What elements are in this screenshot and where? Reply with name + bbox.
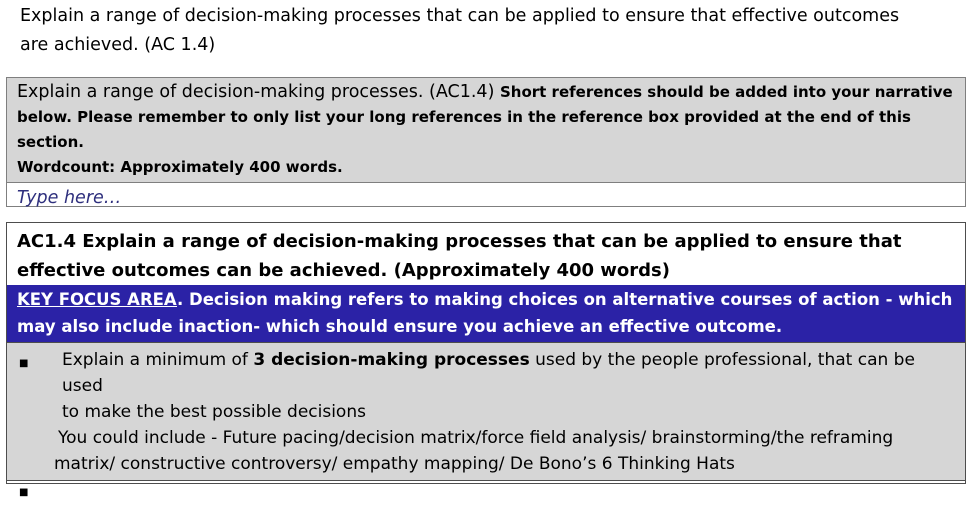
guidance-heading-line-2: effective outcomes can be achieved. (Approximately 400 words) [17, 260, 670, 281]
question-line-2: are achieved. (AC 1.4) [20, 35, 216, 55]
guidance-item-1-line-2: to make the best possible decisions [62, 402, 366, 422]
instructions-lead: Explain a range of decision-making processes. (AC1.4) [17, 82, 500, 102]
question-heading [20, 2, 950, 60]
item-1-text-post: used by the people professional, that can be used [62, 350, 915, 396]
answer-instructions [7, 78, 965, 183]
guidance-heading [7, 223, 965, 285]
include-line-1: You could include - Future pacing/decision matrix/force field analysis/ brainstorming/the reframing [58, 428, 894, 448]
guidance-item-1 [62, 347, 955, 399]
item-1-text-pre: Explain a minimum of [62, 350, 254, 370]
answer-text-field[interactable]: Type here… [17, 188, 122, 208]
key-focus-label: KEY FOCUS AREA [17, 290, 178, 309]
instructions-bold-1: Short references should be added into your narrative [499, 83, 953, 101]
item-1-text-bold: 3 decision-making processes [253, 350, 530, 370]
guidance-detail [7, 342, 965, 481]
include-line-2: matrix/ constructive controversy/ empathy mapping/ De Bono’s 6 Thinking Hats [54, 454, 735, 474]
instructions-wordcount: Wordcount: Approximately 400 words. [17, 158, 343, 176]
answer-box [6, 77, 966, 207]
guidance-heading-line-1: AC1.4 Explain a range of decision-making processes that can be applied to ensure that [17, 231, 902, 252]
guidance-box [6, 222, 966, 498]
key-focus-text-2: may also include inaction- which should ensure you achieve an effective outcome. [17, 317, 783, 336]
key-focus-text-1: . Decision making refers to making choices on alternative courses of action - which [177, 290, 953, 309]
empty-bullet-row[interactable] [7, 481, 965, 507]
question-line-1: Explain a range of decision-making processes that can be applied to ensure that effective outcomes [20, 6, 900, 26]
instructions-bold-2: below. Please remember to only list your long references in the reference box provided at the end of this section. [17, 108, 911, 151]
bullet-icon: ■ [19, 487, 29, 498]
bullet-icon: ■ [19, 358, 29, 369]
key-focus-banner [7, 285, 965, 342]
